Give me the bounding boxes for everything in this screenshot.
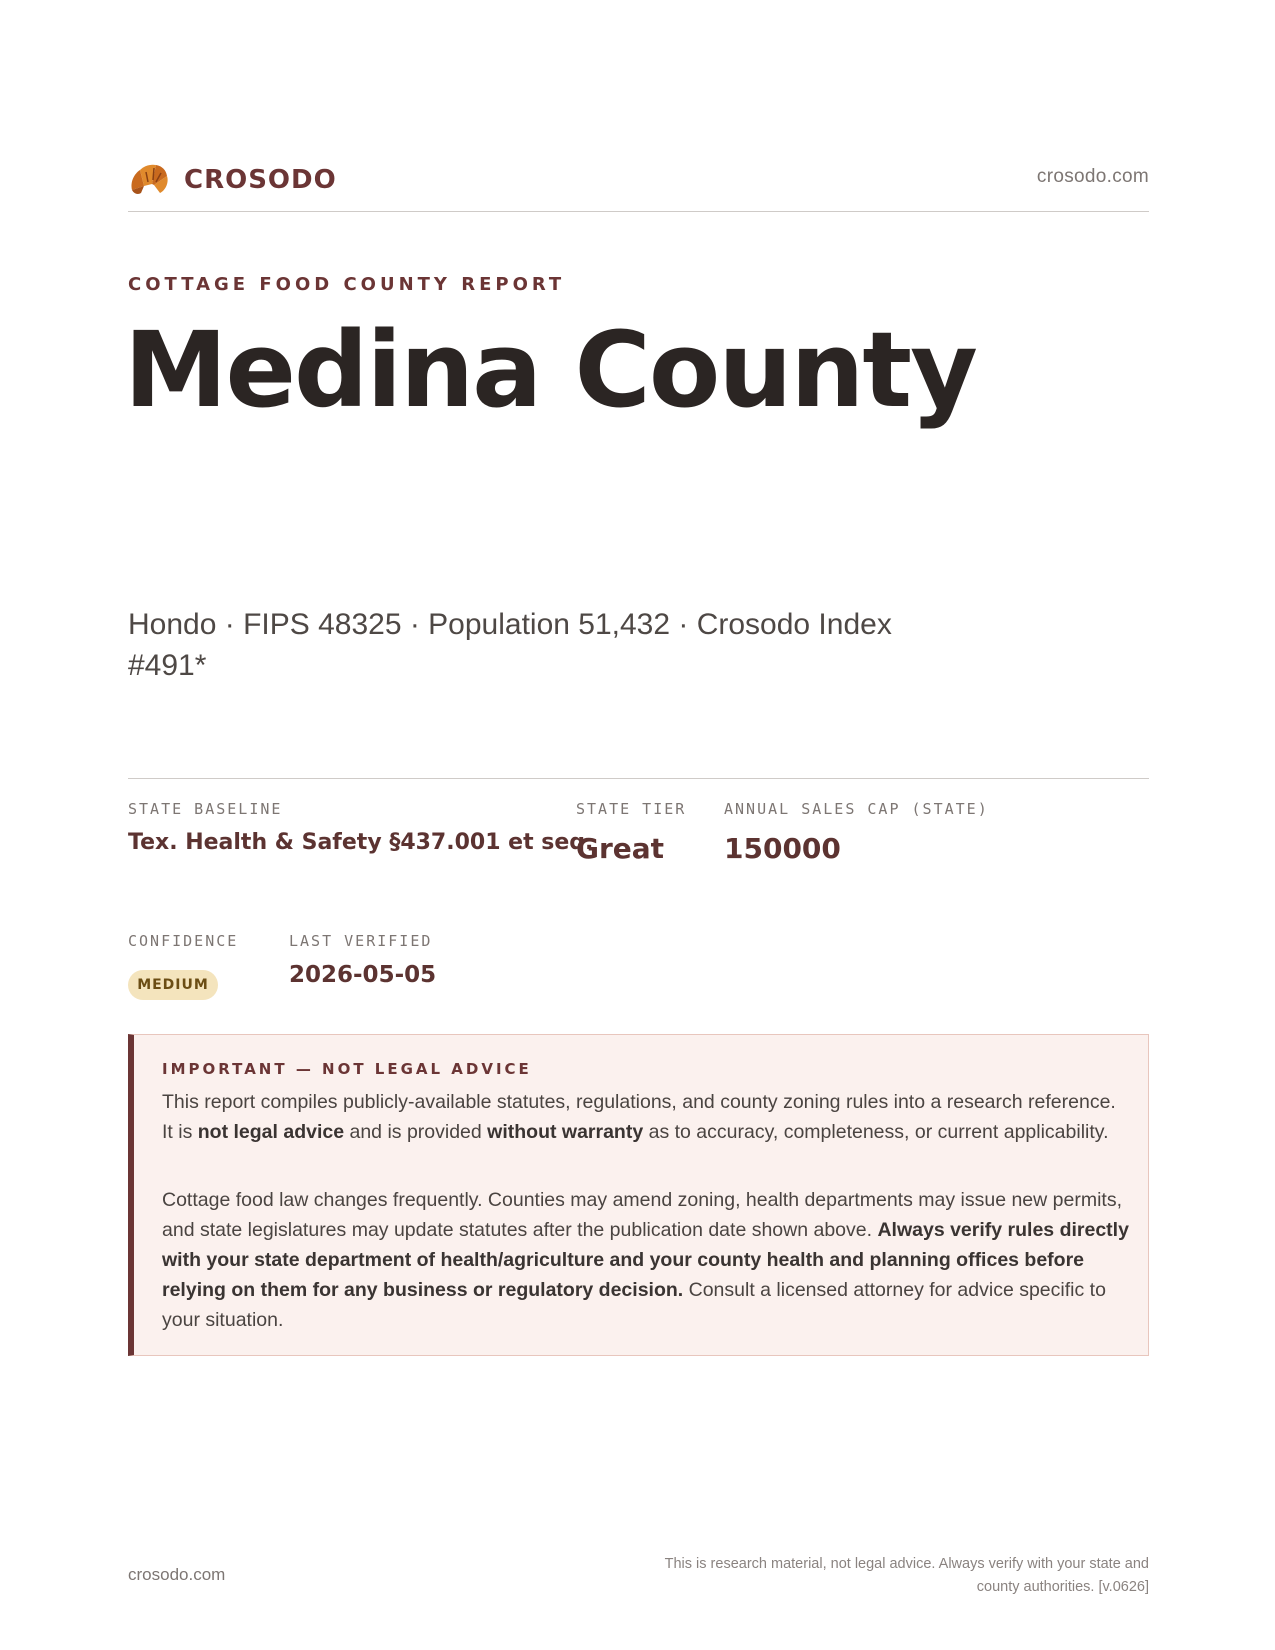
brand-name: CROSODO (184, 165, 337, 195)
last-verified-label: LAST VERIFIED (289, 932, 433, 950)
report-subtitle: Hondo · FIPS 48325 · Population 51,432 · Crosodo Index #491* (128, 608, 892, 682)
brand (128, 160, 337, 200)
confidence-label: CONFIDENCE (128, 932, 239, 950)
divider (128, 778, 1149, 779)
page-title: Medina County (124, 309, 976, 431)
notice-paragraph-2: Cottage food law changes frequently. Counties may amend zoning, health departments may issue new permits, and state legislatures may update statutes after the publication date shown above. Always verify rules directly with your state department of health/agriculture and your county health and planning offices before relying on them for any business or regulatory decision. Consult a licensed attorney for advice specific to your situation. (162, 1189, 1129, 1331)
footer-url[interactable]: crosodo.com (128, 1565, 226, 1584)
last-verified-value: 2026-05-05 (289, 962, 437, 988)
page-header (128, 160, 1149, 212)
notice-paragraph-1: This report compiles publicly-available statutes, regulations, and county zoning rules into a research reference. It is not legal advice and is provided without warranty as to accuracy, completeness, or current applicability. (162, 1091, 1116, 1143)
state-baseline-value: Tex. Health & Safety §437.001 et seq. (128, 830, 594, 855)
croissant-icon (128, 160, 170, 200)
legal-notice (128, 1034, 1149, 1356)
state-tier-value: Great (576, 832, 665, 865)
confidence-badge: MEDIUM (128, 970, 218, 1000)
footer-disclaimer: This is research material, not legal advice. Always verify with your state and county authorities. [v.0626] (664, 1556, 1149, 1595)
sales-cap-label: ANNUAL SALES CAP (STATE) (724, 800, 989, 818)
notice-title: IMPORTANT — NOT LEGAL ADVICE (162, 1060, 532, 1078)
state-tier-label: STATE TIER (576, 800, 687, 818)
sales-cap-value: 150000 (724, 832, 841, 865)
header-url[interactable]: crosodo.com (1036, 166, 1149, 187)
state-baseline-label: STATE BASELINE (128, 800, 283, 818)
report-eyebrow: COTTAGE FOOD COUNTY REPORT (128, 274, 566, 295)
